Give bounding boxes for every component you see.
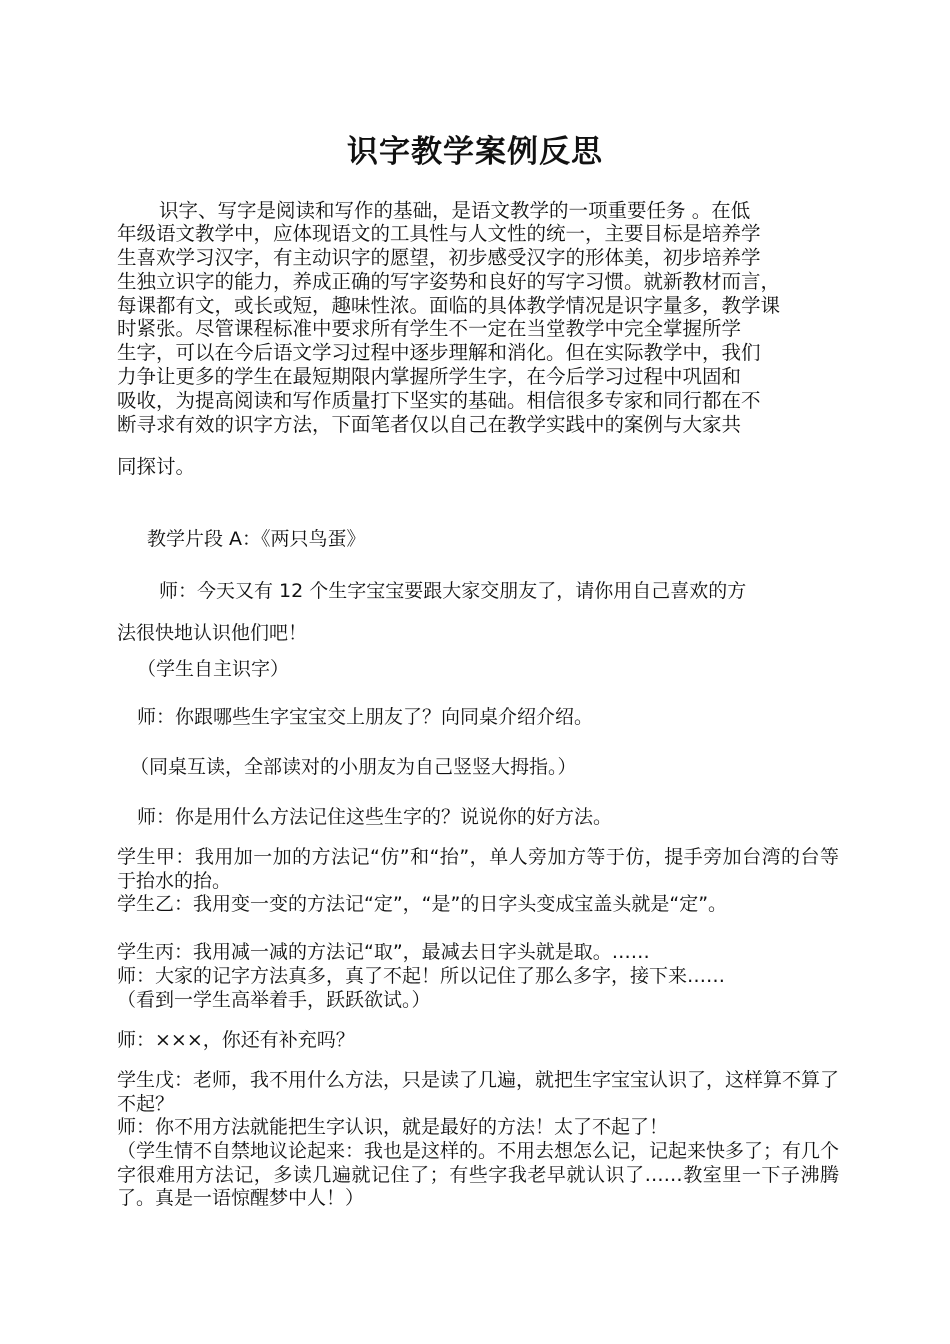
teacher-line: 法很快地认识他们吧！ xyxy=(117,622,308,644)
student-line: 学生丙：我用减一减的方法记“取”，最减去日字头就是取。…… xyxy=(117,941,650,963)
stage-note: （看到一学生高举着手，跃跃欲试。） xyxy=(117,989,431,1011)
stage-note: （学生自主识字） xyxy=(137,658,290,680)
intro-line: 时紧张。尽管课程标准中要求所有学生不一定在当堂教学中完全掌握所学 xyxy=(117,317,742,340)
document-title: 识字教学案例反思 xyxy=(347,134,603,170)
intro-line: 断寻求有效的识字方法，下面笔者仅以自己在教学实践中的案例与大家共 xyxy=(117,413,742,436)
student-line: 学生戊：老师，我不用什么方法，只是读了几遍，就把生字宝宝认识了，这样算不算了不起？ xyxy=(117,1069,840,1115)
intro-line: 每课都有文，或长或短，趣味性浓。面临的具体教学情况是识字量多，教学课 xyxy=(117,294,781,317)
intro-line: 生喜欢学习汉字，有主动识字的愿望，初步感受汉字的形体美，初步培养学 xyxy=(117,246,761,269)
student-line: 学生乙：我用变一变的方法记“定”，“是”的日字头变成宝盖头就是“定”。 xyxy=(117,893,728,915)
teacher-line: 师：你是用什么方法记住这些生字的？说说你的好方法。 xyxy=(137,806,613,828)
teacher-line: 师：今天又有 12 个生字宝宝要跟大家交朋友了，请你用自己喜欢的方 xyxy=(159,580,747,602)
teacher-line: 师：大家的记字方法真多，真了不起！所以记住了那么多字，接下来…… xyxy=(117,965,726,987)
intro-line: 同探讨。 xyxy=(117,455,196,478)
student-line: 学生甲：我用加一加的方法记“仿”和“抬”，单人旁加方等于仿，提手旁加台湾的台等于抬水的抬。 xyxy=(117,846,839,892)
intro-line: 力争让更多的学生在最短期限内掌握所学生字，在今后学习过程中巩固和 xyxy=(117,365,742,388)
intro-line: 识字、写字是阅读和写作的基础，是语文教学的一项重要任务 。在低 xyxy=(159,199,751,222)
teacher-line: 师：你不用方法就能把生字认识，就是最好的方法！太了不起了！ xyxy=(117,1116,669,1138)
intro-line: 生字，可以在今后语文学习过程中逐步理解和消化。但在实际教学中，我们 xyxy=(117,341,761,364)
teacher-line: 师：×××，你还有补充吗？ xyxy=(117,1029,355,1051)
intro-line: 吸收，为提高阅读和写作质量打下坚实的基础。相信很多专家和同行都在不 xyxy=(117,389,761,412)
teacher-line: 师：你跟哪些生字宝宝交上朋友了？向同桌介绍介绍。 xyxy=(137,706,594,728)
intro-line: 生独立识字的能力，养成正确的写字姿势和良好的写字习惯。就新教材而言， xyxy=(117,270,781,293)
intro-line: 年级语文教学中，应体现语文的工具性与人文性的统一，主要目标是培养学 xyxy=(117,222,761,245)
stage-note: （同桌互读，全部读对的小朋友为自己竖竖大拇指。） xyxy=(130,756,577,778)
segment-heading: 教学片段 A：《两只鸟蛋》 xyxy=(147,528,366,550)
stage-note: （学生情不自禁地议论起来：我也是这样的。不用去想怎么记，记起来快多了；有几个字很难用方法记，多读几遍就记住了；有些字我老早就认识了……教室里一下子沸腾了。真是一语惊醒梦中人！） xyxy=(117,1140,840,1209)
